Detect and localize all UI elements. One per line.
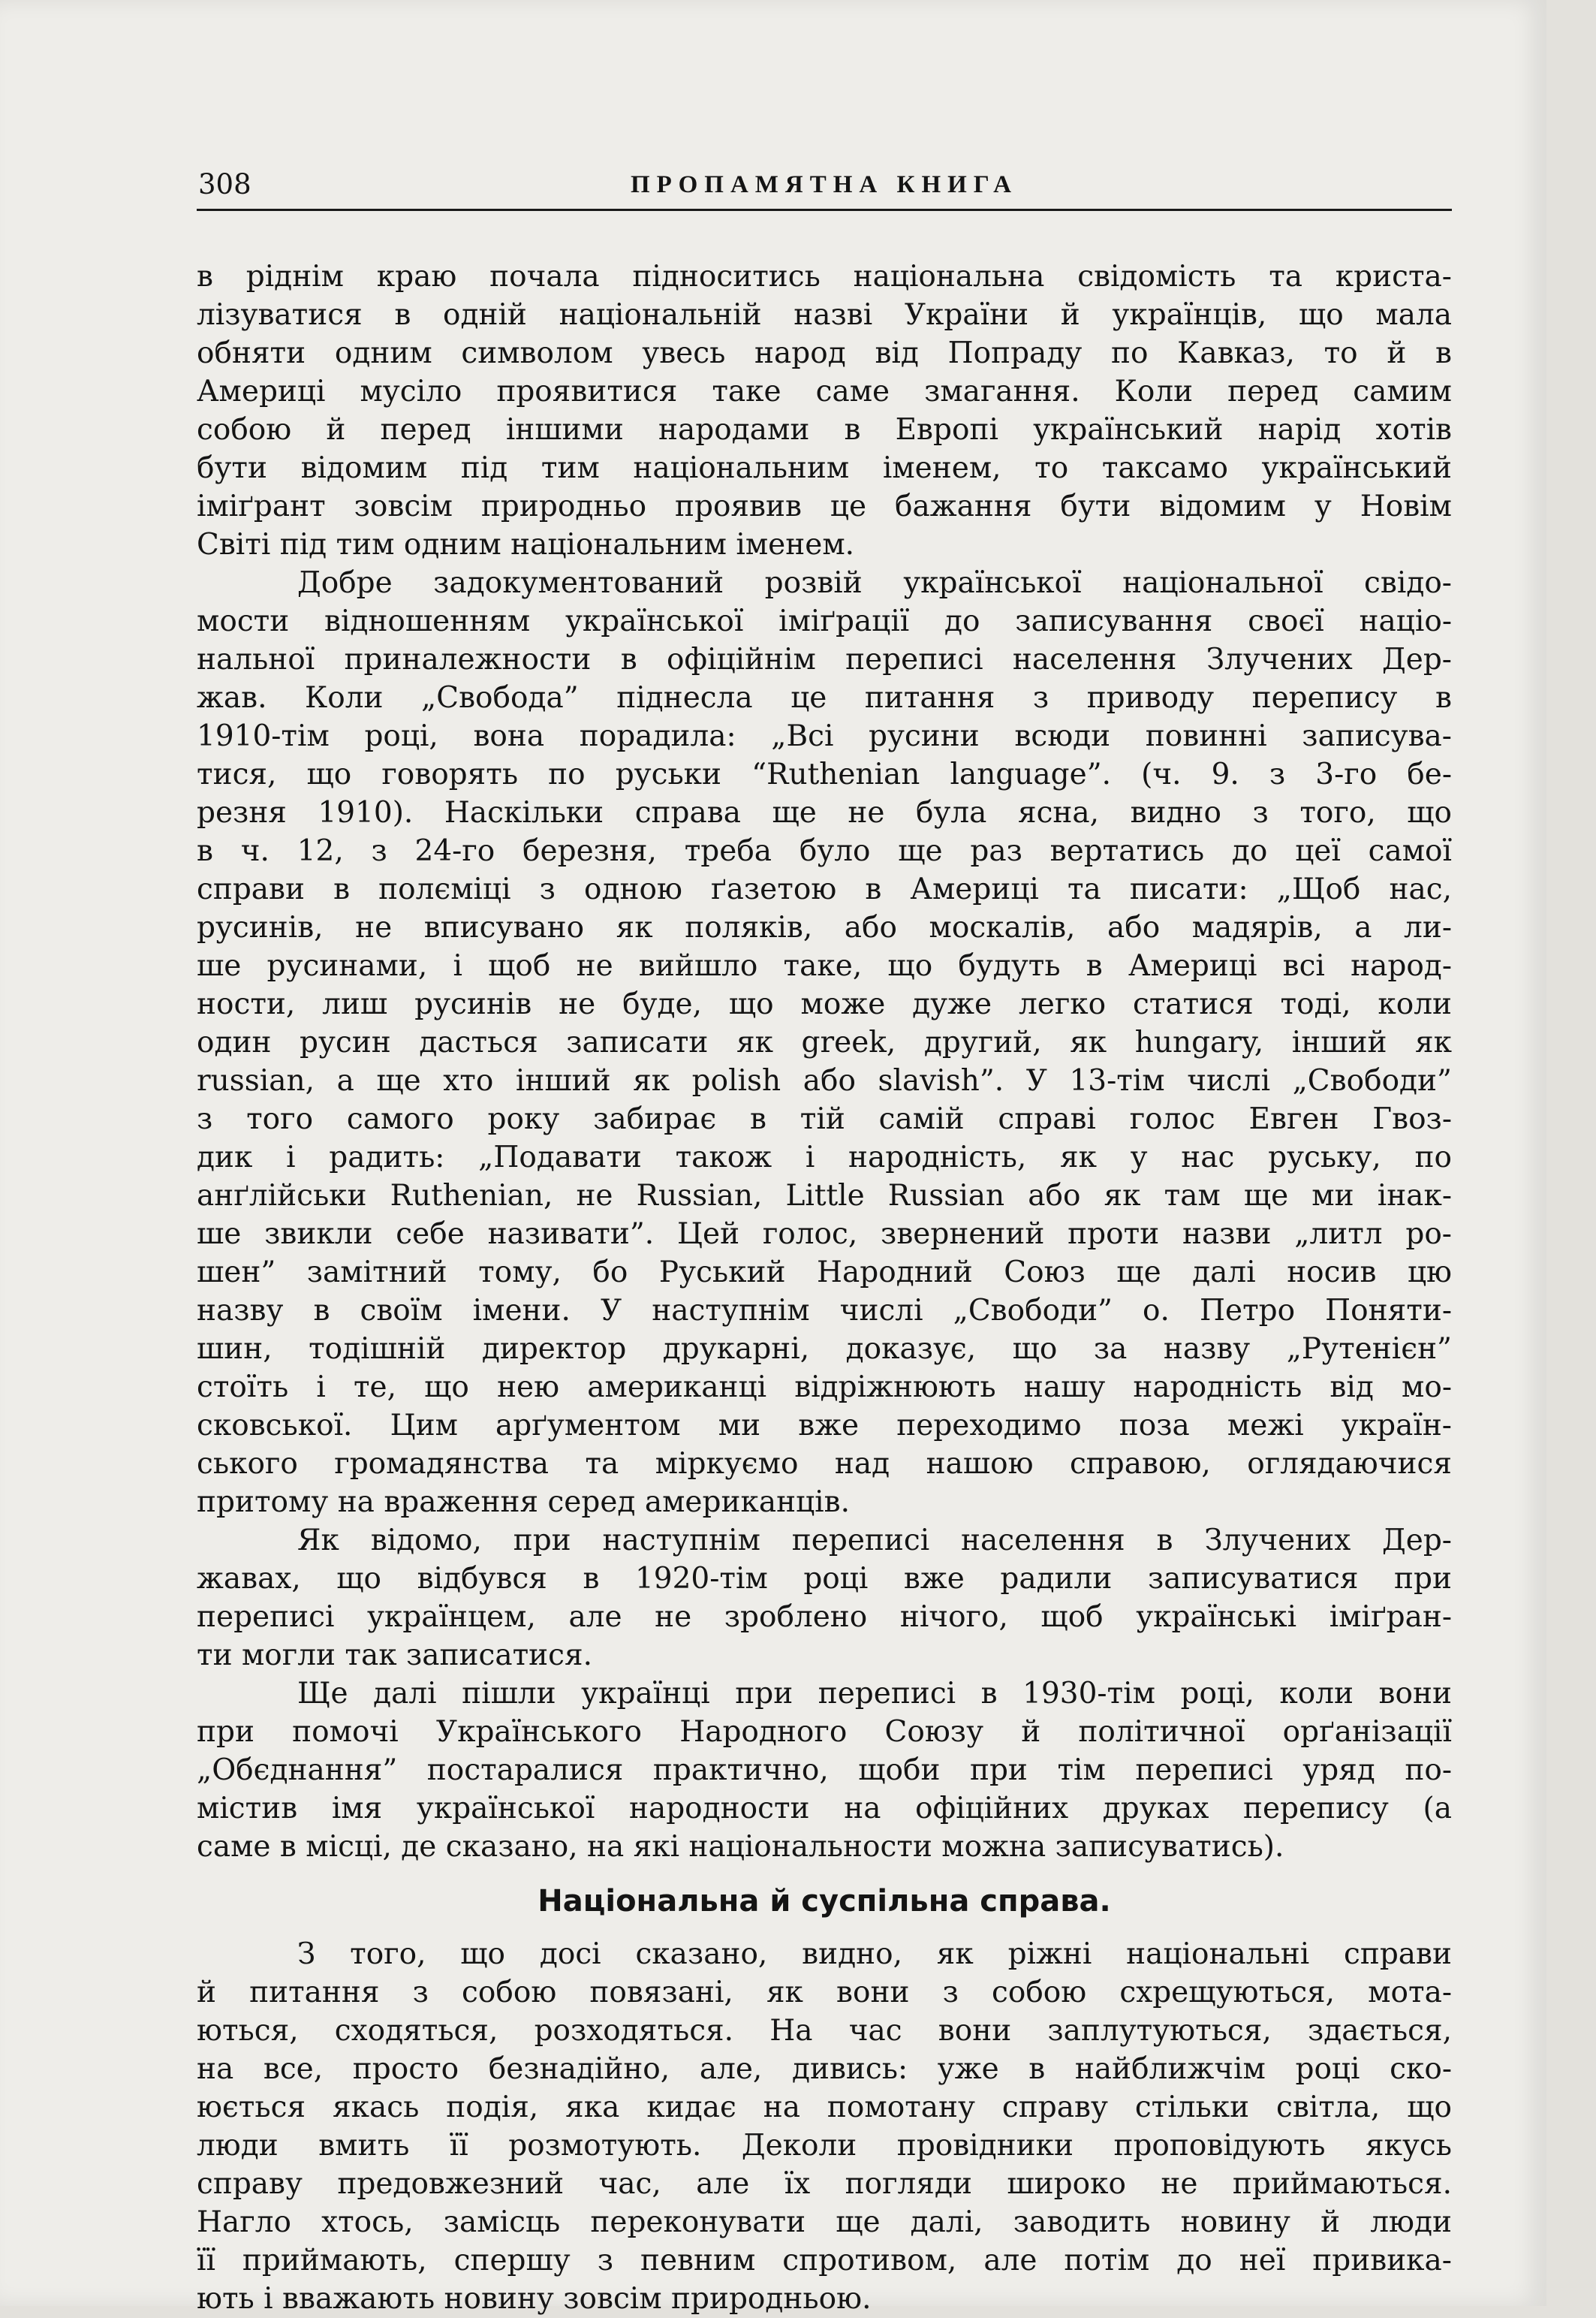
paragraph	[197, 1521, 1452, 1674]
text-line: russian, а ще хто інший як polish або slavish”. У 13-тім числі „Свободи”	[197, 1064, 1452, 1098]
text-line: лізуватися в одній національній назві України й українців, що мала	[197, 298, 1452, 332]
text-line: жав. Коли „Свобода” піднесла це питання з приводу перепису в	[197, 681, 1452, 715]
text-line: ности, лиш русинів не буде, що може дуже легко статися тоді, коли	[197, 987, 1452, 1021]
text-line: „Обєднання” постаралися практично, щоби при тім переписі уряд по-	[197, 1753, 1452, 1787]
text-line: собою й перед іншими народами в Европі український нарід хотів	[197, 413, 1452, 447]
text-line: притому на враження серед американців.	[197, 1485, 850, 1519]
text-line: Нагло хтось, замісць переконувати ще далі, заводить новину й люди	[197, 2205, 1452, 2239]
text-line: тися, що говорять по руськи “Ruthenian language”. (ч. 9. з 3-го бе-	[197, 758, 1452, 791]
text-line: 1910-тім році, вона порадила: „Всі русини всюди повинні записува-	[197, 719, 1452, 753]
text-line: ше звикли себе називати”. Цей голос, звернений проти назви „литл ро-	[197, 1217, 1452, 1251]
text-line: мости відношенням української іміґрації до записування своєї націо-	[197, 604, 1452, 638]
text-line: бути відомим під тим національним іменем, то таксамо український	[197, 451, 1452, 485]
text-line: назву в своїм імени. У наступнім числі „Свободи” о. Петро Поняти-	[197, 1294, 1452, 1328]
text-line: дик і радить: „Подавати також і народність, як у нас руську, по	[197, 1141, 1452, 1174]
text-line: в ріднім краю почала підноситись національна свідомість та криста-	[197, 260, 1452, 294]
body-text	[197, 258, 1452, 2318]
text-line: ють і вважають новину зовсім природньою.	[197, 2282, 872, 2316]
text-line: Ще далі пішли українці при переписі в 1930-тім році, коли вони	[297, 1677, 1452, 1711]
text-line: шен” замітний тому, бо Руський Народний Союз ще далі носив цю	[197, 1255, 1452, 1289]
page-header	[197, 167, 1452, 211]
text-line: русинів, не вписувано як поляків, або москалів, або мадярів, а ли-	[197, 911, 1452, 945]
text-line: й питання з собою повязані, як вони з собою схрещуються, мота-	[197, 1976, 1452, 2009]
text-line: нальної приналежности в офіційнім переписі населення Злучених Дер-	[197, 643, 1452, 677]
text-line: обняти одним символом увесь народ від Попраду по Кавказ, то й в	[197, 336, 1452, 370]
text-line: переписі українцем, але не зроблено нічого, щоб українські іміґран-	[197, 1600, 1452, 1634]
text-line: анґлійськи Ruthenian, не Russian, Little Russian або як там ще ми інак-	[197, 1179, 1452, 1213]
text-line: ського громадянства та міркуємо над нашою справою, оглядаючися	[197, 1447, 1452, 1481]
text-line: ються, сходяться, розходяться. На час вони заплутуються, здається,	[197, 2014, 1452, 2048]
page-number: 308	[198, 168, 251, 200]
text-line: ше русинами, і щоб не вийшло таке, що будуть в Америці всі народ-	[197, 949, 1452, 983]
text-line: справу предовжезний час, але їх погляди широко не приймаються.	[197, 2167, 1452, 2201]
text-line: при помочі Українського Народного Союзу й політичної орґанізації	[197, 1715, 1452, 1749]
text-line: на все, просто безнадійно, але, дивись: уже в найближчім році ско-	[197, 2052, 1452, 2086]
text-line: містив імя української народности на офіційних друках перепису (а	[197, 1792, 1452, 1825]
paragraph	[197, 258, 1452, 564]
section-paragraphs	[197, 1935, 1452, 2318]
text-line: Світі під тим одним національним іменем.	[197, 528, 855, 562]
text-line: один русин дасться записати як greek, другий, як hungary, інший як	[197, 1026, 1452, 1060]
paragraph	[197, 564, 1452, 1521]
text-line: Добре задокументований розвій української національної свідо-	[297, 566, 1452, 600]
text-line: ти могли так записатися.	[197, 1638, 592, 1672]
text-line: Як відомо, при наступнім переписі населення в Злучених Дер-	[297, 1524, 1452, 1557]
text-line: юється якась подія, яка кидає на помотану справу стільки світла, що	[197, 2090, 1452, 2124]
text-line: люди вмить її розмотують. Деколи провідники проповідують якусь	[197, 2129, 1452, 2163]
text-line: справи в полєміці з одною ґазетою в Америці та писати: „Щоб нас,	[197, 873, 1452, 906]
running-title: ПРОПАМЯТНА КНИГА	[630, 171, 1019, 198]
text-line: сковської. Цим арґументом ми вже переходимо поза межі україн-	[197, 1409, 1452, 1442]
text-line: стоїть і те, що нею американці відріжнюють нашу народність від мо-	[197, 1370, 1452, 1404]
text-line: іміґрант зовсім природньо проявив це бажання бути відомим у Новім	[197, 490, 1452, 523]
paragraph	[197, 1935, 1452, 2318]
text-line: Америці мусіло проявитися таке саме змагання. Коли перед самим	[197, 375, 1452, 408]
text-line: З того, що досі сказано, видно, як ріжні національні справи	[297, 1937, 1452, 1971]
text-line: шин, тодішній директор друкарні, доказує, що за назву „Рутенієн”	[197, 1332, 1452, 1366]
text-line: з того самого року забирає в тій самій справі голос Евген Гвоз-	[197, 1102, 1452, 1136]
text-line: резня 1910). Наскільки справа ще не була ясна, видно з того, що	[197, 796, 1452, 830]
section-heading: Національна й суспільна справа.	[538, 1884, 1111, 1919]
text-line: саме в місці, де сказано, на які національности можна записуватись).	[197, 1830, 1284, 1864]
text-line: в ч. 12, з 24-го березня, треба було ще раз вертатись до цеї самої	[197, 834, 1452, 868]
text-line: її приймають, спершу з певним спротивом, але потім до неї привика-	[197, 2244, 1452, 2277]
main-paragraphs	[197, 258, 1452, 1866]
text-line: жавах, що відбувся в 1920-тім році вже радили записуватися при	[197, 1562, 1452, 1596]
paragraph	[197, 1674, 1452, 1866]
